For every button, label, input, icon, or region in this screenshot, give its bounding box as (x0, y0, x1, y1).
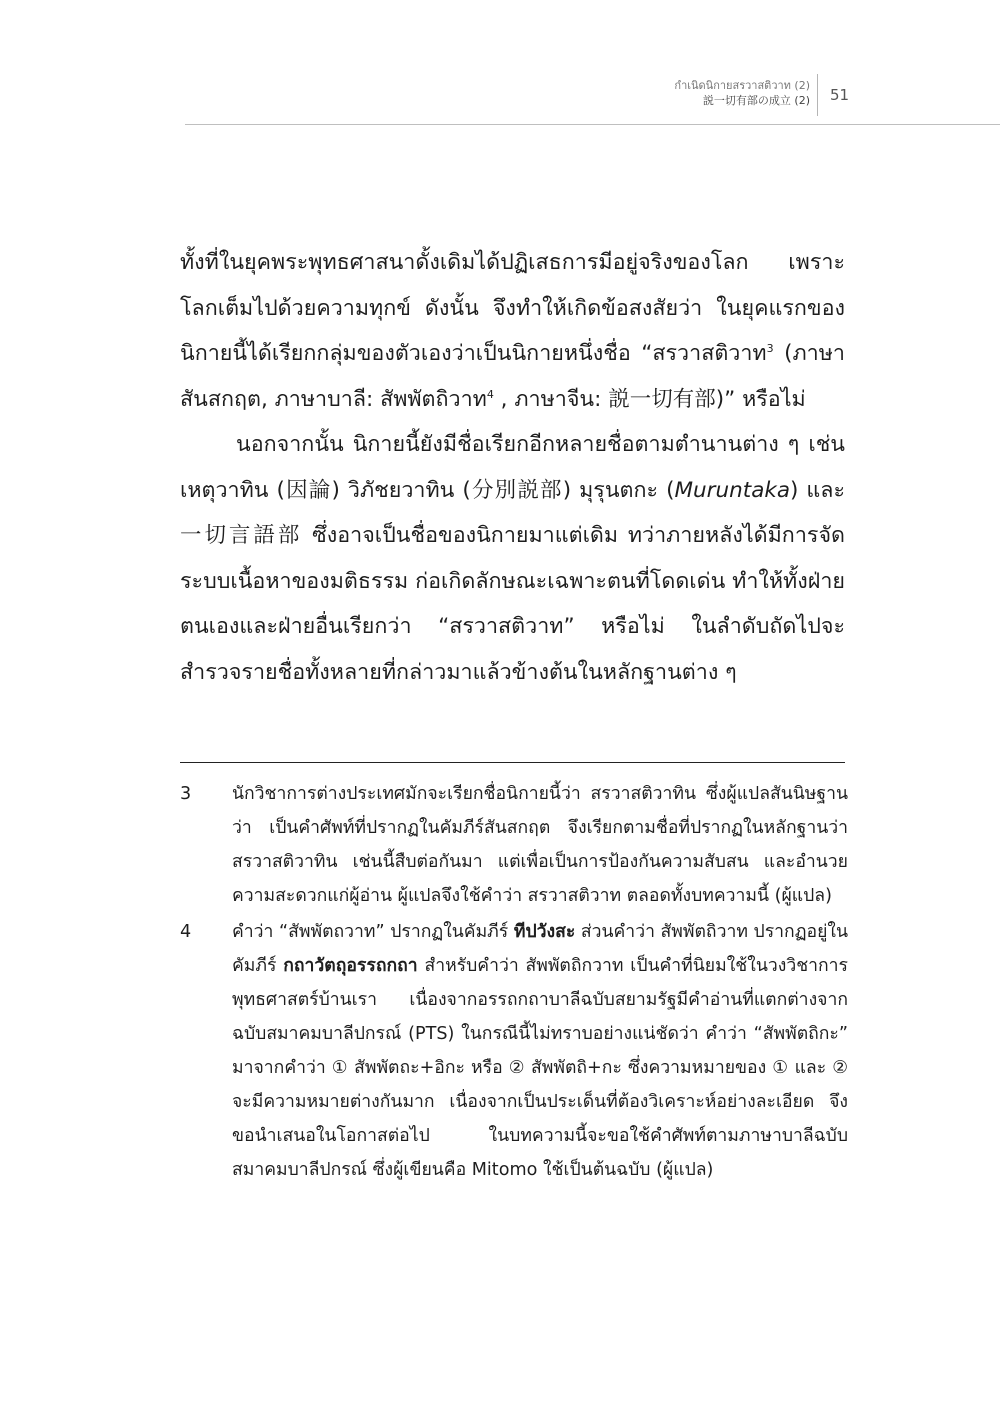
footnote-number: 3 (180, 784, 192, 804)
footnote-bold-title: ทีปวังสะ (513, 922, 576, 942)
paragraph-1-text-3: , ภาษาจีน: 説一切有部)” หรือไม่ (493, 386, 806, 412)
footnotes (180, 777, 848, 1189)
footnote-ref-4[interactable]: 4 (486, 387, 494, 401)
footnote-number: 4 (180, 922, 192, 942)
paragraph-1-text: ทั้งที่ในยุคพระพุทธศาสนาดั้งเดิมได้ปฏิเสธการมีอยู่จริงของโลก เพราะโลกเต็มไปด้วยความทุกข์ ดังนั้น จึงทำให้เกิดข้อสงสัยว่า ในยุคแรกของนิกายนี้ได้เรียกกลุ่มของตัวเองว่าเป็นนิกายหนึ่งชื่อ “สรวาสติวาท (180, 250, 845, 366)
paragraph-2-text: นอกจากนั้น นิกายนี้ยังมีชื่อเรียกอีกหลายชื่อตามตำนานต่าง ๆ เช่น เหตุวาทิน (因論) วิภัชยวาทิน (分別説部) มุรุนตกะ ( (180, 432, 845, 503)
paragraph-2 (180, 422, 845, 695)
footnote-text-part: คำว่า “สัพพัตถวาท” ปรากฏในคัมภีร์ (232, 922, 514, 942)
paragraph-2-text-2: ) และ 一切言語部 ซึ่งอาจเป็นชื่อของนิกายมาแต่เดิม ทว่าภายหลังได้มีการจัดระบบเนื้อหาของมติธรรม ก่อเกิดลักษณะเฉพาะตนที่โดดเด่น ทำให้ทั้งฝ่ายตนเองและฝ่ายอื่นเรียกว่า “สรวาสติวาท” หรือไม่ ในลำดับถัดไปจะสำรวจรายชื่อทั้งหลายที่กล่าวมาแล้วข้างต้นในหลักฐานต่าง ๆ (180, 477, 845, 685)
running-header-thai: กำเนิดนิกายสรวาสติวาท (2) (674, 79, 810, 92)
paragraph-1-text-2: (ภาษาสันสกฤต, ภาษาบาลี: สัพพัตถิวาท (180, 341, 845, 412)
running-header (560, 78, 810, 108)
running-header-japanese: 説一切有部の成立 (2) (702, 94, 810, 107)
footnote-text (232, 915, 848, 1187)
footnote-ref-3[interactable]: 3 (766, 341, 774, 355)
header-rule (185, 124, 1000, 125)
main-body (180, 240, 845, 695)
footnote-text-part: สำหรับคำว่า สัพพัตถิกวาท เป็นคำที่นิยมใช้ในวงวิชาการพุทธศาสตร์บ้านเรา เนื่องจากอรรถกถาบาลีฉบับสยามรัฐมีคำอ่านที่แตกต่างจากฉบับสมาคมบาลีปกรณ์ (PTS) ในกรณีนี้ไม่ทราบอย่างแน่ชัดว่า คำว่า “สัพพัตถิกะ” มาจากคำว่า ① สัพพัตถะ+อิกะ หรือ ② สัพพัตถิ+กะ ซึ่งความหมายของ ① และ ② จะมีความหมายต่างกันมาก เนื่องจากเป็นประเด็นที่ต้องวิเคราะห์อย่างละเอียด จึงขอนำเสนอในโอกาสต่อไป ในบทความนี้จะขอใช้คำศัพท์ตามภาษาบาลีฉบับสมาคมบาลีปกรณ์ ซึ่งผู้เขียนคือ Mitomo ใช้เป็นต้นฉบับ (ผู้แปล) (232, 956, 848, 1180)
paragraph-2-italic: Muruntaka (674, 477, 790, 503)
footnote-text: นักวิชาการต่างประเทศมักจะเรียกชื่อนิกายนี้ว่า สรวาสติวาทิน ซึ่งผู้แปลสันนิษฐานว่า เป็นคำศัพท์ที่ปรากฏในคัมภีร์สันสกฤต จึงเรียกตามชื่อที่ปรากฏในหลักฐานว่า สรวาสติวาทิน เช่นนี้สืบต่อกันมา แต่เพื่อเป็นการป้องกันความสับสน และอำนวยความสะดวกแก่ผู้อ่าน ผู้แปลจึงใช้คำว่า สรวาสติวาท ตลอดทั้งบทความนี้ (ผู้แปล) (232, 784, 848, 906)
footnote-text-part: ส่วนคำว่า สัพพัตถิวาท ปรากฏอยู่ในคัมภีร์ (232, 922, 848, 976)
paragraph-1 (180, 240, 845, 422)
page-number: 51 (830, 86, 850, 104)
footnote-4 (180, 915, 848, 1187)
footnote-rule (180, 762, 845, 763)
footnote-3 (180, 777, 848, 913)
footnote-bold-title: กถาวัตถุอรรถกถา (283, 956, 418, 976)
header-divider (817, 74, 818, 116)
